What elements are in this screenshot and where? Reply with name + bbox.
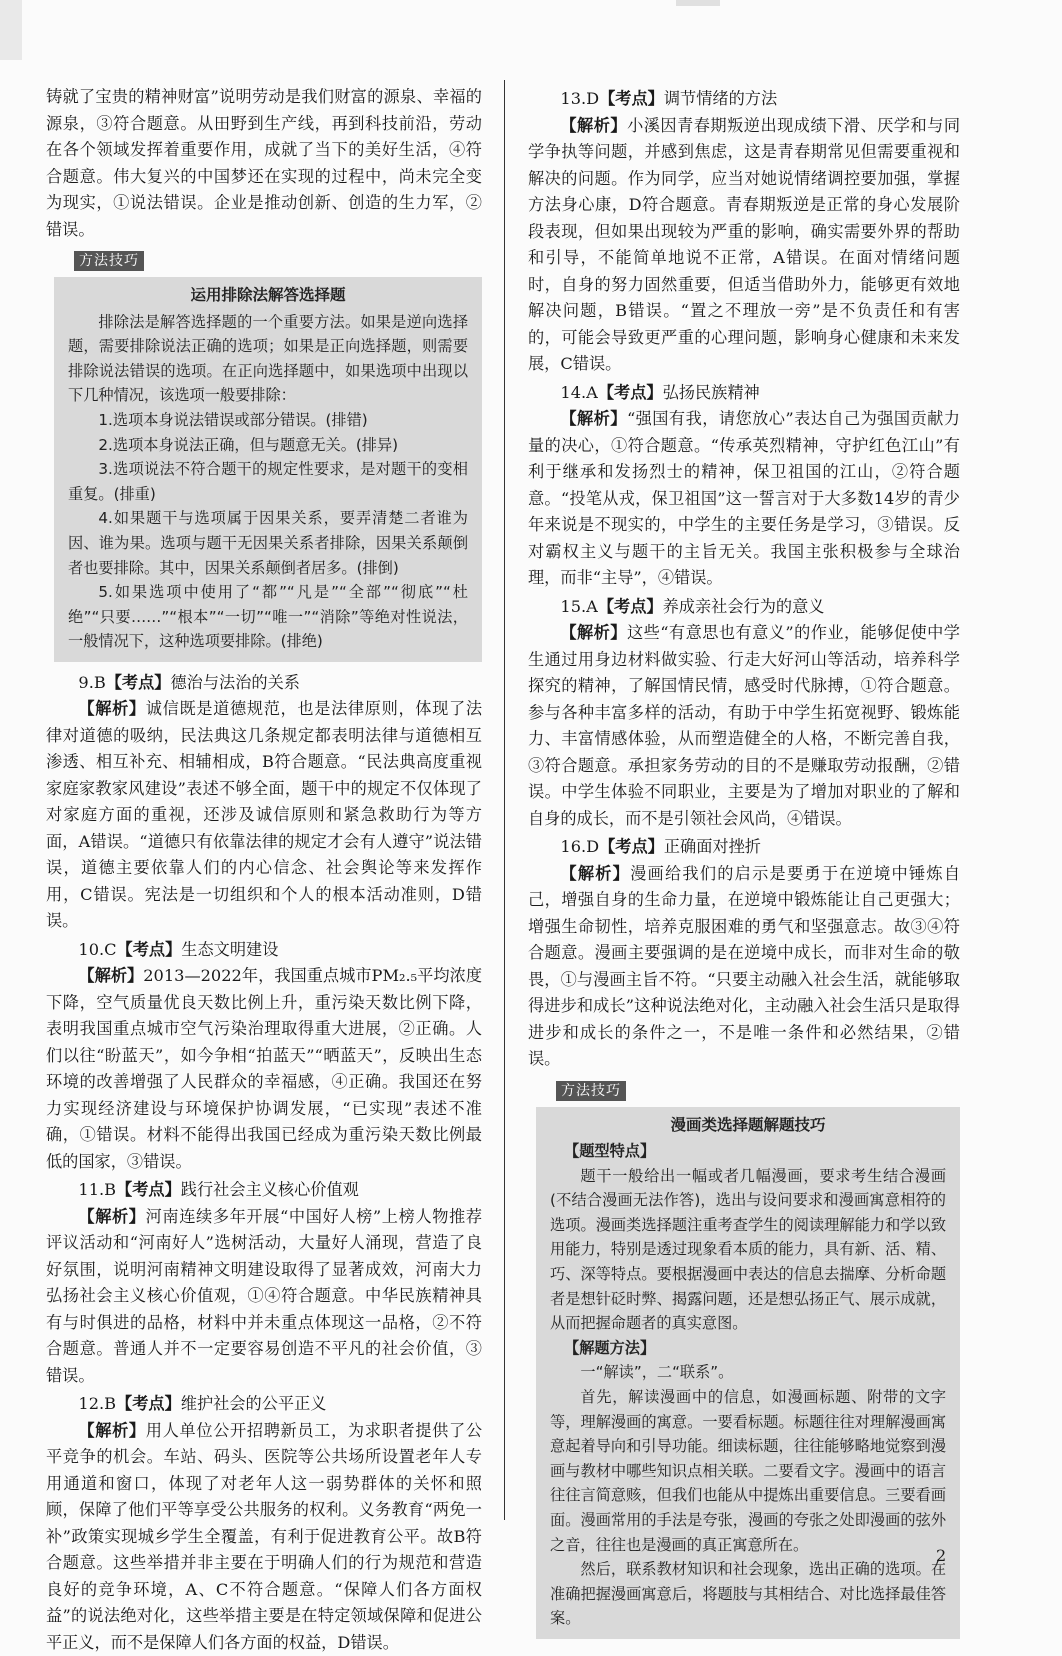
kaodian-topic: 践行社会主义核心价值观 xyxy=(180,1180,359,1200)
box-title: 漫画类选择题解题技巧 xyxy=(670,1115,826,1134)
method-tip-tag: 方法技巧 xyxy=(74,251,144,271)
kaodian-label: 【考点】 xyxy=(597,596,663,616)
answer-11-analysis xyxy=(46,1204,482,1390)
kaodian-topic: 生态文明建设 xyxy=(181,939,279,959)
jiexi-label: 【解析】 xyxy=(560,623,627,642)
kaodian-topic: 养成亲社会行为的意义 xyxy=(662,596,825,616)
method-tip-tag: 方法技巧 xyxy=(556,1081,626,1101)
answer-number: 11.B xyxy=(78,1180,117,1200)
analysis-text: 河南连续多年开展“中国好人榜”上榜人物推荐评议活动和“河南好人”选树活动，大量好人涌现，营造了良好氛围，说明河南精神文明建设取得了显著成效，河南大力弘扬社会主义核心价值观，①④符合题意。中华民族精神具有与时俱进的品格，材料中并未重点体现这一品格，②不符合题意。普通人并不一定要容易创造不平凡的社会价值，③错误。 xyxy=(46,1206,483,1385)
answer-15-analysis xyxy=(528,620,960,832)
kaodian-label: 【考点】 xyxy=(116,1394,181,1414)
box-item: 5.如果选项中使用了“都”“凡是”“全部”“彻底”“杜绝”“只要……”“根本”“一切”“唯一”“消除”等绝对性说法，一般情况下，这种选项要排除。(排绝) xyxy=(68,583,468,651)
jiexi-label: 【解析】 xyxy=(560,863,631,883)
kaodian-topic: 调节情绪的方法 xyxy=(663,89,778,108)
intro-paragraph: 铸就了宝贵的精神财富”说明劳动是我们财富的源泉、幸福的源泉，③符合题意。从田野到生产线，再到科技前沿，劳动在各个领域发挥着重要作用，成就了当下的美好生活，④符合题意。伟大复兴的中国梦还在实现的过程中，尚未完全变为现实，①说法错误。企业是推动创新、创造的生力军，②错误。 xyxy=(46,87,482,239)
column-divider xyxy=(504,80,505,1520)
kaodian-label: 【考点】 xyxy=(599,89,664,108)
answer-number: 12.B xyxy=(78,1394,117,1414)
analysis-text: 这些“有意思也有意义”的作业，能够促使中学生通过用身边材料做实验、行走大好河山等活动，培养科学探究的精神，了解国情民情，感受时代脉搏，①符合题意。参与各种丰富多样的活动，有助于中学生拓宽视野、锻炼能力、丰富情感体验，从而塑造健全的人格，不断完善自我，③符合题意。承担家务劳动的目的不是赚取劳动报酬，②错误。中学生体验不同职业，主要是为了增加对职业的了解和自身的成长，而不是引领社会风尚，④错误。 xyxy=(528,623,960,828)
answer-16-analysis xyxy=(528,861,960,1073)
answer-12-analysis xyxy=(46,1418,482,1656)
scan-top-mark xyxy=(676,0,720,6)
answer-15-heading xyxy=(528,594,960,621)
scan-edge xyxy=(0,0,22,60)
box-paragraph: 题干一般给出一幅或者几幅漫画，要求考生结合漫画(不结合漫画无法作答)，选出与设问要求和漫画寓意相符的选项。漫画类选择题注重考查学生的阅读理解能力和学以致用能力，特别是透过现象看本质的能力，具有新、活、精、巧、深等特点。要根据漫画中表达的信息去揣摩、分析命题者是想针砭时弊、揭露问题，还是想弘扬正气、展示成就，从而把握命题者的真实意图。 xyxy=(550,1166,946,1333)
jiexi-label: 【解析】 xyxy=(560,409,627,428)
jiexi-label: 【解析】 xyxy=(78,1206,146,1226)
analysis-text: 小溪因青春期叛逆出现成绩下滑、厌学和与同学争执等问题，并感到焦虑，这是青春期常见但需要重视和解决的问题。作为同学，应当对她说情绪调控要加强，掌握方法身心康，D符合题意。青春期叛逆是正常的身心发展阶段表现，但如果出现较为严重的影响，确实需要外界的帮助和引导，不能简单地说不正常，A错误。在面对情绪问题时，自身的努力固然重要，但适当借助外力，能够更有效地解决问题，B错误。“置之不理放一旁”是不负责任和有害的，可能会导致更严重的心理问题，影响身心健康和未来发展，C错误。 xyxy=(528,115,961,373)
page-number: 2 xyxy=(936,1546,947,1565)
answer-number: 14.A xyxy=(560,382,598,402)
kaodian-topic: 弘扬民族精神 xyxy=(662,382,760,402)
kaodian-label: 【考点】 xyxy=(116,939,182,959)
kaodian-label: 【考点】 xyxy=(597,382,663,402)
box-item: 2.选项本身说法正确，但与题意无关。(排异) xyxy=(98,435,399,454)
analysis-text: 用人单位公开招聘新员工，为求职者提供了公平竞争的机会。车站、码头、医院等公共场所设置老年人专用通道和窗口，体现了对老年人这一弱势群体的关怀和照顾，保障了他们平等享受公共服务的权利。义务教育“两免一补”政策实现城乡学生全覆盖，有利于促进教育公平。故B符合题意。这些举措并非主要在于明确人们的行为规范和营造良好的竞争环境，A、C不符合题意。“保障人们各方面权益”的说法绝对化，这些举措主要是在特定领域保障和促进公平正义，而不是保障人们各方面的权益，D错误。 xyxy=(46,1420,483,1652)
box-intro: 排除法是解答选择题的一个重要方法。如果是逆向选择题，需要排除说法正确的选项；如果是正向选择题，则需要排除说法错误的选项。在正向选择题中，如果选项中出现以下几种情况，该选项一般要排除： xyxy=(68,312,468,405)
answer-10-analysis xyxy=(46,963,482,1175)
box-title: 运用排除法解答选择题 xyxy=(190,286,346,304)
box-paragraph: 首先，解读漫画中的信息，如漫画标题、附带的文字等，理解漫画的寓意。一要看标题。标题往往对理解漫画寓意起着导向和引导功能。细读标题，往往能够略地觉察到漫画与教材中哪些知识点相关联。二要看文字。漫画中的语言往往言简意赅，但我们也能从中提炼出重要信息。三要看画面。漫画常用的手法是夸张，漫画的夸张之处即漫画的弦外之音，往往也是漫画的真正寓意所在。 xyxy=(550,1388,946,1554)
right-column xyxy=(528,84,960,1647)
answer-number: 13.D xyxy=(560,89,600,108)
kaodian-label: 【考点】 xyxy=(105,672,171,692)
answer-number: 16.D xyxy=(560,837,600,856)
box-paragraph: 然后，联系教材知识和社会现象，选出正确的选项。在准确把握漫画寓意后，将题肢与其相结合、对比选择最佳答案。 xyxy=(550,1560,946,1628)
box-item: 3.选项说法不符合题干的规定性要求，是对题干的变相重复。(排重) xyxy=(68,460,468,503)
answer-9-analysis xyxy=(46,696,482,935)
answer-9-heading xyxy=(46,670,482,697)
kaodian-label: 【考点】 xyxy=(599,837,664,856)
box-paragraph: 一“解读”，二“联系”。 xyxy=(580,1363,734,1382)
analysis-text: 漫画给我们的启示是要勇于在逆境中锤炼自己，增强自身的生命力量，在逆境中锻炼能让自己更强大；增强生命韧性，培养克服困难的勇气和坚强意志。故③④符合题意。漫画主要强调的是在逆境中成长，而非对生命的敬畏，①与漫画主旨不符。“只要主动融入社会生活，就能够取得进步和成长”这种说法绝对化，主动融入社会生活只是取得进步和成长的条件之一，不是唯一条件和必然结果，②错误。 xyxy=(528,863,961,1068)
jiexi-label: 【解析】 xyxy=(78,966,144,986)
answer-number: 9.B xyxy=(78,672,106,692)
answer-14-analysis xyxy=(528,406,960,592)
answer-13-heading xyxy=(528,86,960,113)
box-item: 1.选项本身说法错误或部分错误。(排错) xyxy=(98,410,368,429)
kaodian-topic: 正确面对挫折 xyxy=(663,837,761,856)
box-subheading: 【解题方法】 xyxy=(564,1338,656,1357)
kaodian-topic: 德治与法治的关系 xyxy=(170,672,300,692)
elimination-method-box xyxy=(54,277,482,662)
answer-13-analysis xyxy=(528,113,960,378)
cartoon-question-box xyxy=(536,1107,960,1639)
jiexi-label: 【解析】 xyxy=(78,1420,146,1440)
answer-number: 10.C xyxy=(78,939,117,959)
box-subheading: 【题型特点】 xyxy=(564,1142,656,1161)
kaodian-label: 【考点】 xyxy=(116,1180,181,1200)
analysis-text: 2013—2022年，我国重点城市PM₂.₅平均浓度下降，空气质量优良天数比例上升，重污染天数比例下降，表明我国重点城市空气污染治理取得重大进展，②正确。人们以往“盼蓝天”，如今争相“拍蓝天”“晒蓝天”，反映出生态环境的改善增强了人民群众的幸福感，④正确。我国还在努力实现经济建设与环境保护协调发展，“已实现”表述不准确，①错误。材料不能得出我国已经成为重污染天数比例最低的国家，③错误。 xyxy=(46,966,483,1171)
box-item: 4.如果题干与选项属于因果关系，要弄清楚二者谁为因、谁为果。选项与题干无因果关系者排除，因果关系颠倒者也要排除。其中，因果关系颠倒者居多。(排倒) xyxy=(68,509,468,577)
answer-12-heading xyxy=(46,1391,482,1418)
answer-number: 15.A xyxy=(560,596,598,616)
left-column xyxy=(46,84,482,1656)
kaodian-topic: 维护社会的公平正义 xyxy=(180,1394,327,1414)
analysis-text: “强国有我，请您放心”表达自己为强国贡献力量的决心，①符合题意。“传承英烈精神，守护红色江山”有利于继承和发扬烈士的精神，保卫祖国的江山，②符合题意。“投笔从戎，保卫祖国”这一誓言对于大多数14岁的青少年来说是不现实的，中学生的主要任务是学习，③错误。反对霸权主义与题干的主旨无关。我国主张积极参与全球治理，而非“主导”，④错误。 xyxy=(528,409,960,587)
analysis-text: 诚信既是道德规范，也是法律原则，体现了法律对道德的吸纳，民法典这几条规定都表明法律与道德相互渗透、相互补充、相辅相成，B符合题意。“民法典高度重视家庭家教家风建设”表述不够全面，题干中的规定不仅体现了对家庭方面的重视，还涉及诚信原则和紧急救助行为等方面，A错误。“道德只有依靠法律的规定才会有人遵守”说法错误，道德主要依靠人们的内心信念、社会舆论等来发挥作用，C错误。宪法是一切组织和个人的根本活动准则，D错误。 xyxy=(46,699,483,931)
jiexi-label: 【解析】 xyxy=(560,115,628,135)
answer-11-heading xyxy=(46,1177,482,1204)
jiexi-label: 【解析】 xyxy=(78,699,146,719)
answer-16-heading xyxy=(528,834,960,861)
answer-10-heading xyxy=(46,937,482,964)
answer-14-heading xyxy=(528,380,960,407)
